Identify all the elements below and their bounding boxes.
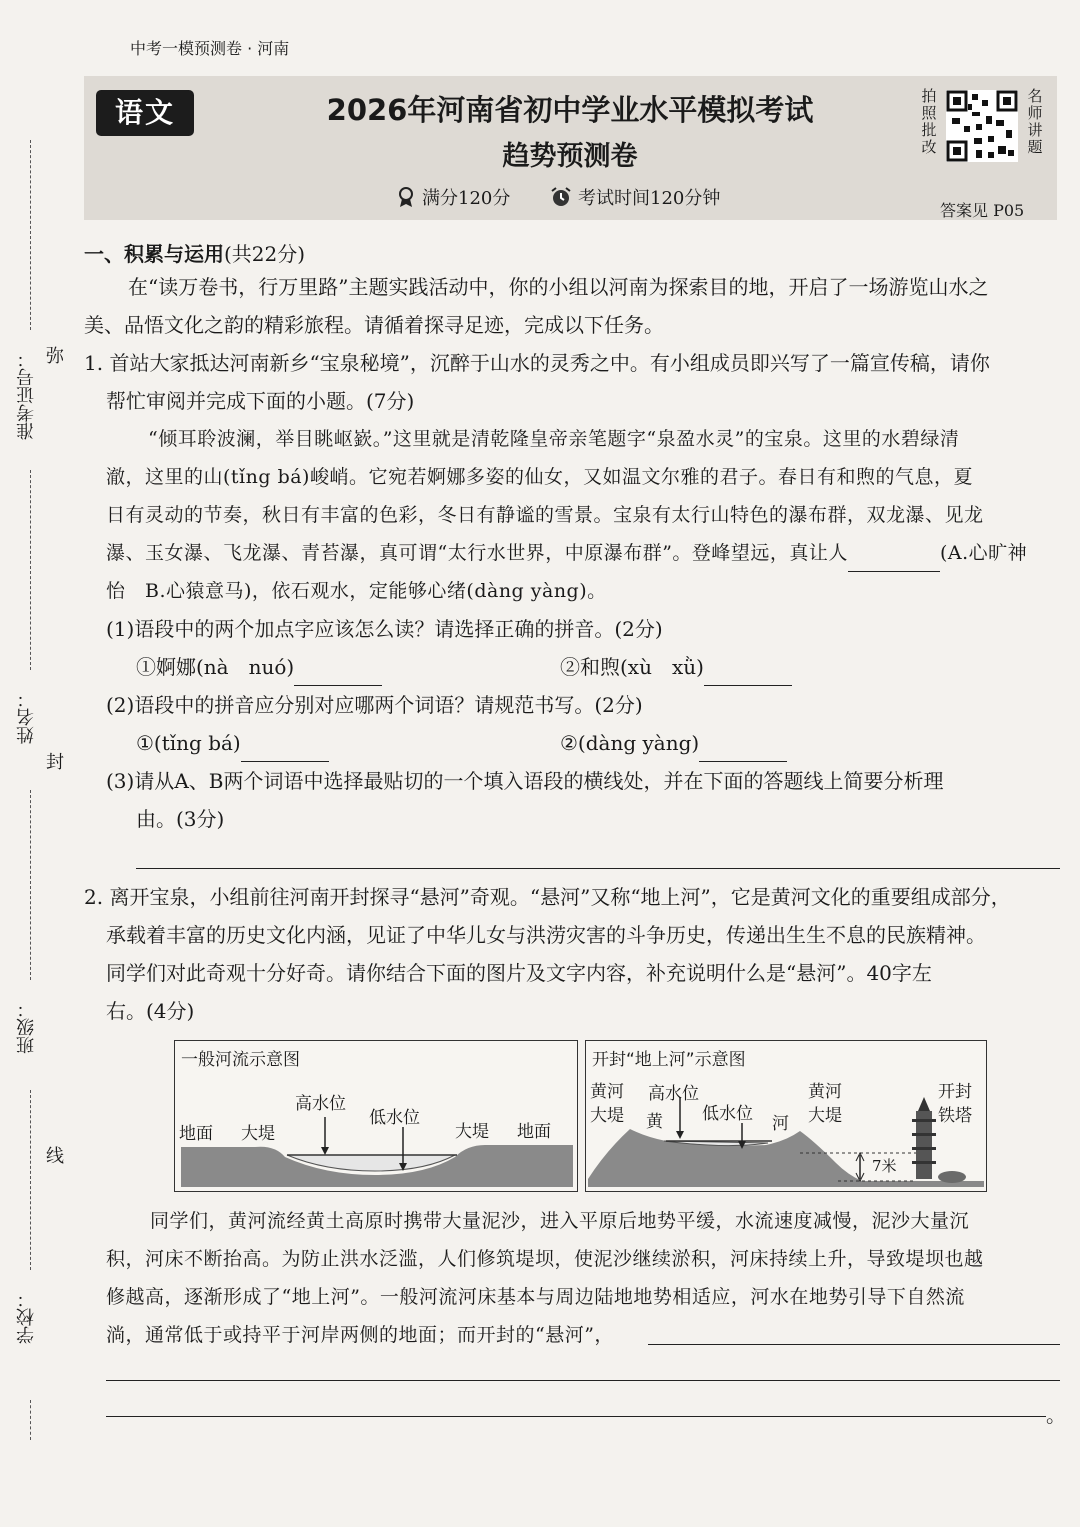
exam-time-text: 考试时间120分钟 [578,188,721,209]
answer-reference: 答案见 P05 [940,201,1025,220]
end-mark: 。 [1046,1403,1066,1427]
binding-line [30,470,31,670]
sub-option: ①(tǐng bá) [136,724,329,762]
intro-line: 美、品悟文化之韵的精彩旅程。请循着探寻足迹，完成以下任务。 [84,313,664,337]
passage-line: 怡 B.心猿意马)，依石观水，定能够心绪(dàng yàng)。 [106,580,607,602]
seal-char: 线 [46,1146,64,1167]
answer-blank[interactable] [294,661,382,686]
question-2-stem: 右。(4分) [106,999,195,1023]
binding-line [30,1400,31,1440]
exam-title: 2026年河南省初中学业水平模拟考试 [326,93,814,127]
question-2-stem: 同学们对此奇观十分好奇。请你结合下面的图片及文字内容，补充说明什么是“悬河”。40字左 [106,961,932,985]
subject-badge: 语文 [96,90,194,136]
question-2-stem: 2. 离开宝泉，小组前往河南开封探寻“悬河”奇观。“悬河”又称“地上河”，它是黄河文化的重要组成部分， [84,885,1011,909]
question-1-stem: 1. 首站大家抵达河南新乡“宝泉秘境”，沉醉于山水的灵秀之中。有小组成员即兴写了一篇宣传稿，请你 [84,351,990,375]
answer-blank[interactable] [699,737,787,762]
answer-blank[interactable] [241,737,329,762]
class-label: 班级： [16,1000,37,1054]
passage-line: “倾耳聆波澜，举目眺岖嶔。”这里就是清乾隆皇帝亲笔题字“泉盈水灵”的宝泉。这里的水碧绿清 [148,428,960,450]
passage-line: 澈，这里的山(tǐng bá)峻峭。它宛若婀娜多姿的仙女，又如温文尔雅的君子。春日有和煦的气息，夏 [106,466,973,488]
river-cross-section [175,1041,577,1191]
sub-question: 由。(3分) [136,807,225,831]
qr-code-icon[interactable] [946,90,1018,162]
iron-pagoda-icon [912,1097,966,1183]
sub-question: (1)语段中的两个加点字应该怎么读？请选择正确的拼音。(2分) [106,617,663,641]
binding-line [30,1090,31,1270]
qr-right-label: 名 师 讲 题 [1027,87,1043,156]
full-score [396,184,510,210]
seal-char: 封 [46,752,64,773]
question-2-stem: 承载着丰富的历史文化内涵，见证了中华儿女与洪涝灾害的斗争历史，传递出生生不息的民族精神。 [106,923,986,947]
sub-option: ②和煦(xù xǜ) [560,648,792,686]
exam-time [550,184,720,210]
sub-option: ②(dàng yàng) [560,724,787,762]
answer-line[interactable] [106,1416,1046,1417]
series-label: 中考一模预测卷 · 河南 [130,39,290,58]
sub-question: (3)请从A、B两个词语中选择最贴切的一个填入语段的横线处，并在下面的答题线上简要分析理 [106,769,944,793]
section-heading: 一、积累与运用(共22分) [84,242,306,266]
sub-option: ①婀娜(nà nuó) [136,648,382,686]
binding-line [30,140,31,330]
answer-line[interactable] [136,868,1060,869]
answer-blank[interactable] [848,547,940,572]
exam-id-label: 准考证号： [16,350,37,440]
full-score-text: 满分120分 [422,188,511,209]
q2-text-line: 淌，通常低于或持平于河岸两侧的地面；而开封的“悬河”， [106,1324,614,1346]
answer-line[interactable] [106,1380,1060,1381]
qr-left-label: 拍 照 批 改 [921,87,937,156]
seal-char: 弥 [46,346,64,367]
question-1-stem: 帮忙审阅并完成下面的小题。(7分) [106,389,415,413]
kaifeng-river-diagram: 开封“地上河”示意图 黄河 大堤 高水位 黄 低水位 河 黄河 大堤 开封 铁塔 7米 [585,1040,987,1192]
general-river-diagram: 一般河流示意图 高水位 低水位 地面 大堤 大堤 地面 [174,1040,578,1192]
school-label: 学校： [16,1290,37,1344]
answer-line[interactable] [648,1344,1060,1345]
medal-icon [396,186,416,208]
sub-question: (2)语段中的拼音应分别对应哪两个词语？请规范书写。(2分) [106,693,643,717]
suspended-river-section [586,1041,986,1191]
alarm-clock-icon [550,186,572,208]
binding-line [30,790,31,980]
q2-text-line: 同学们，黄河流经黄土高原时携带大量泥沙，进入平原后地势平缓，水流速度减慢，泥沙大量沉 [150,1210,970,1232]
exam-subtitle: 趋势预测卷 [502,141,638,172]
answer-blank[interactable] [704,661,792,686]
name-label: 姓名： [16,690,37,744]
q2-text-line: 修越高，逐渐形成了“地上河”。一般河流河床基本与周边陆地地势相适应，河水在地势引导下自然流 [106,1286,965,1308]
passage-line: 瀑、玉女瀑、飞龙瀑、青苔瀑，真可谓“太行水世界，中原瀑布群”。登峰望远，真让人 (A.心旷神 [106,534,1027,572]
passage-line: 日有灵动的节奏，秋日有丰富的色彩，冬日有静谧的雪景。宝泉有太行山特色的瀑布群，双龙瀑、见龙 [106,504,984,526]
intro-line: 在“读万卷书，行万里路”主题实践活动中，你的小组以河南为探索目的地，开启了一场游览山水之 [128,275,989,299]
q2-text-line: 积，河床不断抬高。为防止洪水泛滥，人们修筑堤坝，使泥沙继续淤积，河床持续上升，导致堤坝也越 [106,1248,984,1270]
